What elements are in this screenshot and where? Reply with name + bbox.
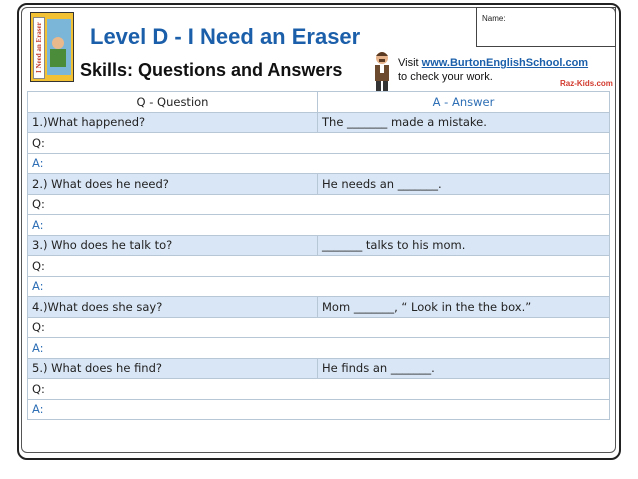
raz-kids-logo: Raz-Kids.com	[560, 79, 613, 88]
question-text: 1.)What happened?	[28, 112, 318, 133]
table-header-row	[28, 92, 610, 113]
q-line[interactable]: Q:	[28, 256, 610, 277]
q-line[interactable]: Q:	[28, 194, 610, 215]
answer-prompt: _______ talks to his mom.	[318, 235, 610, 256]
column-header-question: Q - Question	[28, 92, 318, 113]
answer-prompt: The _______ made a mistake.	[318, 112, 610, 133]
q-line[interactable]: Q:	[28, 133, 610, 154]
a-write-row[interactable]	[28, 338, 610, 359]
question-text: 2.) What does he need?	[28, 174, 318, 195]
website-link[interactable]: www.BurtonEnglishSchool.com	[421, 57, 589, 69]
q-line[interactable]: Q:	[28, 379, 610, 400]
a-line[interactable]: A:	[28, 215, 610, 236]
q-write-row[interactable]	[28, 379, 610, 400]
boy-body-icon	[50, 49, 66, 67]
column-header-answer: A - Answer	[318, 92, 610, 113]
question-row	[28, 358, 610, 379]
question-row	[28, 174, 610, 195]
name-label: Name:	[482, 14, 506, 23]
teacher-icon	[370, 50, 394, 92]
answer-prompt: He needs an _______.	[318, 174, 610, 195]
a-line[interactable]: A:	[28, 153, 610, 174]
visit-prefix: Visit	[398, 57, 422, 69]
skills-heading: Skills: Questions and Answers	[80, 60, 343, 80]
a-write-row[interactable]	[28, 153, 610, 174]
q-write-row[interactable]	[28, 194, 610, 215]
question-text: 5.) What does he find?	[28, 358, 318, 379]
question-row	[28, 297, 610, 318]
question-text: 3.) Who does he talk to?	[28, 235, 318, 256]
book-cover-image	[30, 12, 74, 82]
answer-prompt: He finds an _______.	[318, 358, 610, 379]
a-write-row[interactable]	[28, 399, 610, 420]
visit-suffix: to check your work.	[398, 71, 493, 83]
qa-table	[27, 91, 610, 420]
q-write-row[interactable]	[28, 133, 610, 154]
a-write-row[interactable]	[28, 215, 610, 236]
name-field[interactable]	[476, 7, 616, 47]
a-line[interactable]: A:	[28, 399, 610, 420]
a-line[interactable]: A:	[28, 338, 610, 359]
page-title: Level D - I Need an Eraser	[90, 24, 361, 49]
a-line[interactable]: A:	[28, 276, 610, 297]
answer-prompt: Mom _______, “ Look in the the box.”	[318, 297, 610, 318]
question-row	[28, 112, 610, 133]
q-line[interactable]: Q:	[28, 317, 610, 338]
q-write-row[interactable]	[28, 317, 610, 338]
a-write-row[interactable]	[28, 276, 610, 297]
boy-head-icon	[52, 37, 64, 49]
book-spine-title: I Need an Eraser	[33, 17, 45, 79]
book-cover-art	[47, 19, 71, 75]
question-text: 4.)What does she say?	[28, 297, 318, 318]
question-row	[28, 235, 610, 256]
q-write-row[interactable]	[28, 256, 610, 277]
